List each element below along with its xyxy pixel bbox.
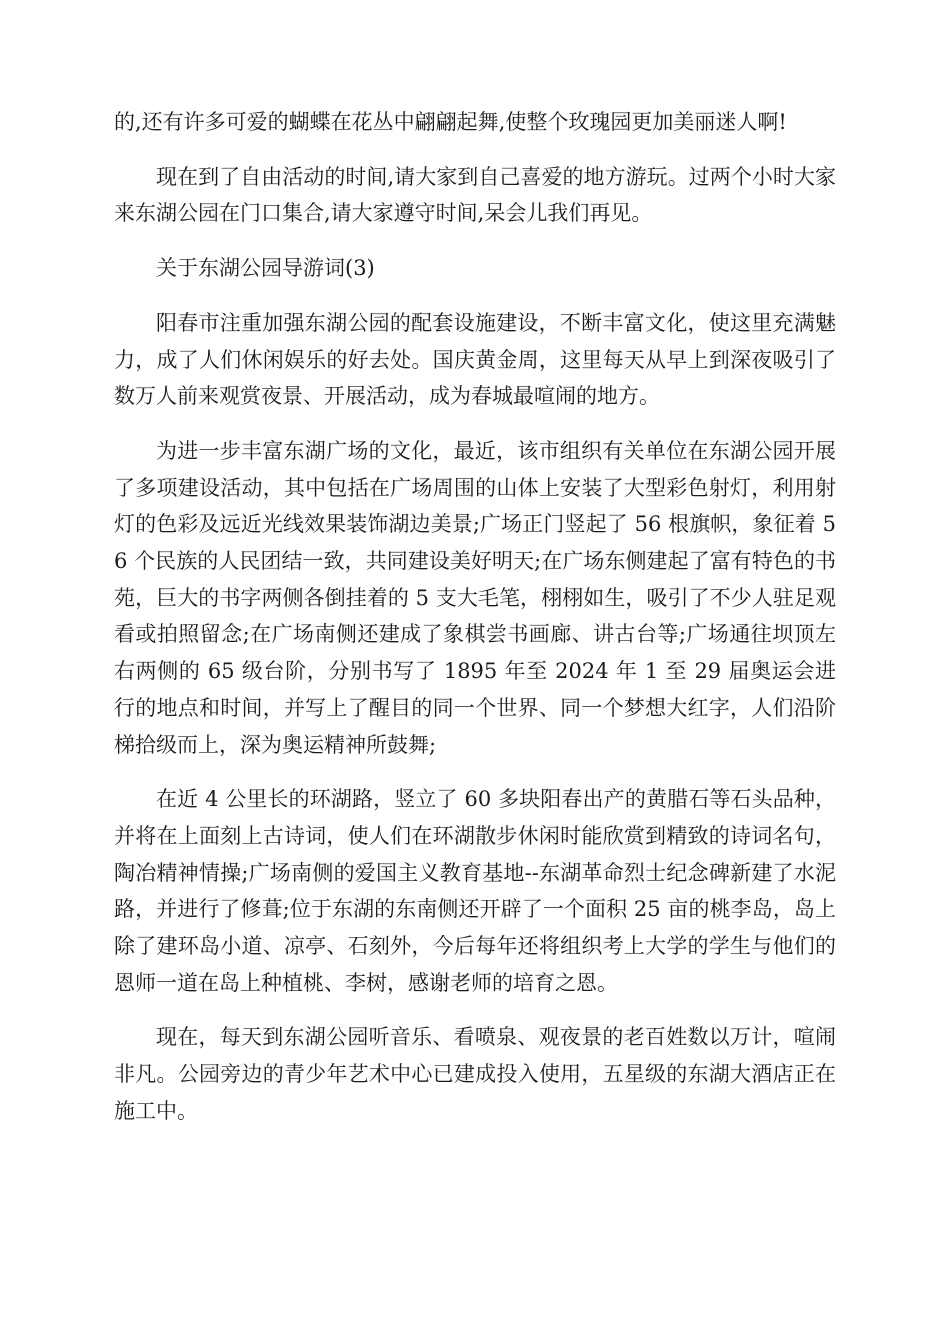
paragraph-free-activity: 现在到了自由活动的时间,请大家到自己喜爱的地方游玩。过两个小时大家来东湖公园在门口集合,请大家遵守时间,呆会儿我们再见。	[114, 164, 836, 226]
paragraph-construction: 为进一步丰富东湖广场的文化，最近，该市组织有关单位在东湖公园开展了多项建设活动，其中包括在广场周围的山体上安装了大型彩色射灯，利用射灯的色彩及远近光线效果装饰湖边美景;广场正门竖起了 56 根旗帜，象征着 56 个民族的人民团结一致，共同建设美好明天;在广场东侧建起了富有特色的书苑，巨大的书字两侧各倒挂着的 5 支大毛笔，栩栩如生，吸引了不少人驻足观看或拍照留念;在广场南侧还建成了象棋尝书画廊、讲古台等;广场通往坝顶左右两侧的 65 级台阶，分别书写了 1895 年至 2024 年 1 至 29 届奥运会进行的地点和时间，并写上了醒目的同一个世界、同一个梦想大红字，人们沿阶梯拾级而上，深为奥运精神所鼓舞;	[114, 438, 836, 757]
paragraph-intro: 阳春市注重加强东湖公园的配套设施建设，不断丰富文化，使这里充满魅力，成了人们休闲娱乐的好去处。国庆黄金周，这里每天从早上到深夜吸引了数万人前来观赏夜景、开展活动，成为春城最喧闹的地方。	[114, 310, 836, 409]
section-heading: 关于东湖公园导游词(3)	[156, 256, 375, 281]
paragraph-lake-road: 在近 4 公里长的环湖路，竖立了 60 多块阳春出产的黄腊石等石头品种，并将在上面刻上古诗词，使人们在环湖散步休闲时能欣赏到精致的诗词名句，陶冶精神情操;广场南侧的爱国主义教育基地--东湖革命烈士纪念碑新建了水泥路，并进行了修葺;位于东湖的东南侧还开辟了一个面积 25 亩的桃李岛，岛上除了建环岛小道、凉亭、石刻外，今后每年还将组织考上大学的学生与他们的恩师一道在岛上种植桃、李树，感谢老师的培育之恩。	[114, 787, 836, 995]
paragraph-continuation: 的,还有许多可爱的蝴蝶在花丛中翩翩起舞,使整个玫瑰园更加美丽迷人啊!	[114, 110, 787, 134]
paragraph-current: 现在，每天到东湖公园听音乐、看喷泉、观夜景的老百姓数以万计，喧闹非凡。公园旁边的青少年艺术中心已建成投入使用，五星级的东湖大酒店正在施工中。	[114, 1025, 836, 1123]
document-page	[114, 104, 836, 1148]
